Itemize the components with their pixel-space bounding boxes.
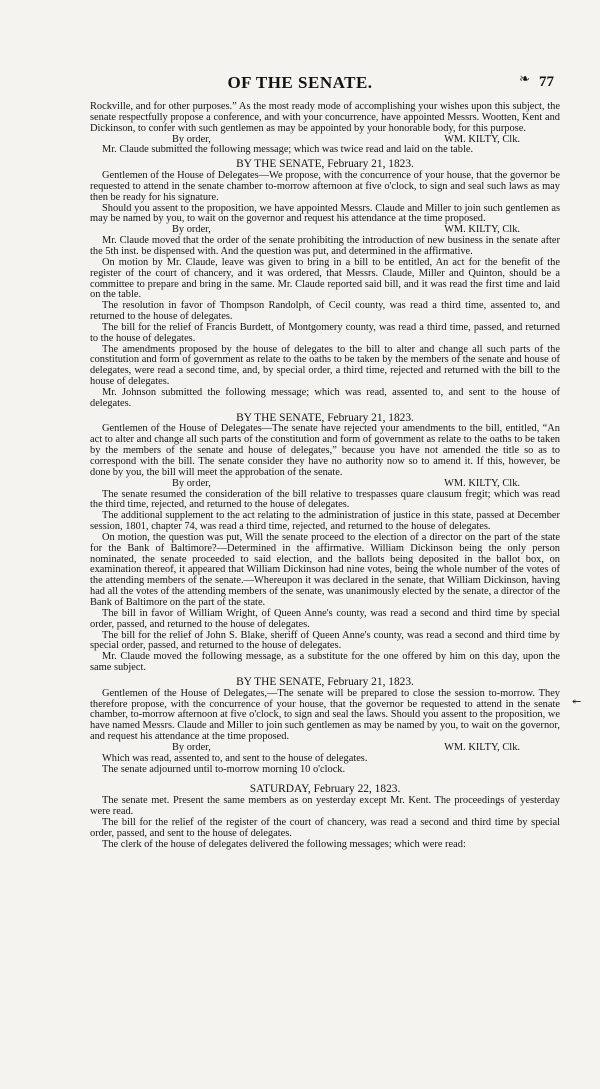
section-heading: BY THE SENATE, February 21, 1823.: [236, 158, 414, 171]
paragraph: On motion, the question was put, Will the senate proceed to the election of a director on the part of the state for the Bank of Baltimore?—Determined in the affirmative. William Dickinson being the only person nominated, the senate proceeded to said election, and the ballots being deposited in the ballot box, on examination thereof, it appeared that William Dickinson had nine votes, being the whole number of the votes of the attending members of the senate.—Whereupon it was declared in the senate, that William Dickinson, having had all the votes of the attending members of the senate, was unanimously elected by the senate, a director of the Bank of Baltimore on the part of the state.: [90, 531, 560, 608]
paragraph: Should you assent to the proposition, we have appointed Messrs. Claude and Miller to join such gentlemen as may be named by you, to wait on the governor and request his attendance at the time proposed.: [90, 202, 560, 225]
paragraph: The senate adjourned until to-morrow morning 10 o'clock.: [102, 763, 346, 775]
paragraph: On motion by Mr. Claude, leave was given to bring in a bill to be entitled, An act for the benefit of the register of the court of chancery, and it was ordered, that Messrs. Claude, Miller and Quinton, should be a committee to prepare and bring in the same. Mr. Claude reported said bill, and it was read the first time and laid on the table.: [90, 256, 560, 301]
signature-by-order: By order,: [172, 477, 211, 489]
paragraph: The bill for the relief of John S. Blake, sheriff of Queen Anne's county, was read a second and third time by special order, passed, and returned to the house of delegates.: [90, 629, 560, 652]
paragraph: The clerk of the house of delegates delivered the following messages; which were read:: [102, 838, 466, 850]
signature-by-order: By order,: [172, 133, 211, 145]
paragraph: The amendments proposed by the house of delegates to the bill to alter and change all such parts of the constitution and form of government as relate to the oaths to be taken by the members of the senate and house of delegates, were read a second time, and, by special order, a third time, rejected and returned with the bill to the house of delegates.: [90, 343, 560, 388]
paragraph: Which was read, assented to, and sent to the house of delegates.: [102, 752, 368, 764]
paragraph: Mr. Johnson submitted the following message; which was read, assented to, and sent to the house of delegates.: [90, 386, 560, 409]
section-heading: BY THE SENATE, February 21, 1823.: [236, 675, 414, 688]
section-heading: SATURDAY, February 22, 1823.: [249, 783, 401, 796]
section-heading: BY THE SENATE, February 21, 1823.: [236, 411, 414, 424]
signature-clerk: WM. KILTY, Clk.: [444, 741, 520, 753]
paragraph: The senate met. Present the same members as on yesterday except Mr. Kent. The proceedings of yesterday were read.: [90, 795, 560, 818]
paragraph: Gentlemen of the House of Delegates,—The senate will be prepared to close the session to-morrow. They therefore propose, with the concurrence of your house, that the governor be requested to attend in the senate chamber, to-morrow afternoon at five o'clock, to sign and seal the laws. Should you assent to the proposition, we have named Messrs. Claude and Miller to join such gentlemen as may be named by you, to wait on the governor, and request his attendance at the time proposed.: [90, 687, 560, 743]
signature-clerk: WM. KILTY, Clk.: [444, 477, 520, 489]
signature-clerk: WM. KILTY, Clk.: [444, 224, 520, 236]
signature-by-order: By order,: [172, 224, 211, 236]
paragraph: The bill for the relief of the register of the court of chancery, was read a second and third time by special order, passed, and sent to the house of delegates.: [90, 817, 560, 839]
page-header: [0, 73, 600, 95]
signature-by-order: By order,: [172, 741, 211, 753]
paragraph: Gentlemen of the House of Delegates—We propose, with the concurrence of your house, that the governor be requested to attend in the senate chamber to-morrow afternoon at five o'clock, to sign and seal such laws as may then be ready for his signature.: [90, 170, 560, 203]
paragraph: The resolution in favor of Thompson Randolph, of Cecil county, was read a third time, assented to, and returned to the house of delegates.: [90, 300, 560, 323]
paragraph: The additional supplement to the act relating to the administration of justice in this state, passed at December session, 1801, chapter 74, was read a third time, rejected, and returned to the house of delegates.: [90, 510, 560, 533]
paragraph: The bill for the relief of Francis Burdett, of Montgomery county, was read a third time, passed, and returned to the house of delegates.: [90, 321, 560, 344]
paragraph: Gentlemen of the House of Delegates—The senate have rejected your amendments to the bill, entitled, “An act to alter and change all such parts of the constitution and form of government as relate to the oaths to be taken by the members of the senate and house of delegates,” because you have not amended the title so as to correspond with the bill. The senate consider they have no authority now so to amend it. If this, however, be done by you, the bill will meet the approbation of the senate.: [90, 423, 560, 478]
paragraph: Mr. Claude moved that the order of the senate prohibiting the introduction of new business in the senate after the 5th inst. be dispensed with. And the question was put, and determined in the affirmative.: [90, 235, 560, 257]
ornament-mark: ❧: [519, 71, 530, 86]
running-title: OF THE SENATE.: [227, 73, 373, 92]
paragraph: Mr. Claude submitted the following message; which was twice read and laid on the table.: [102, 144, 474, 156]
page-number: 77: [539, 74, 554, 90]
paragraph: Mr. Claude moved the following message, as a substitute for the one offered by him on this day, upon the same subject.: [90, 651, 560, 674]
margin-pointer-mark: ↞: [572, 696, 582, 708]
signature-line: [90, 479, 560, 490]
document-body: [90, 102, 560, 851]
paragraph: The senate resumed the consideration of the bill relative to trespasses quare clausum fregit; which was read the third time, rejected, and returned to the house of delegates.: [90, 488, 560, 511]
signature-clerk: WM. KILTY, Clk.: [444, 133, 520, 145]
paragraph: Rockville, and for other purposes.” As the most ready mode of accomplishing your wishes upon this subject, the senate respectfully propose a conference, and with your concurrence, have appointed Messrs. Wootten, Kent and Dickinson, to confer with such gentlemen as may be appointed by your honorable body, for this purpose.: [90, 101, 560, 134]
paragraph: The bill in favor of William Wright, of Queen Anne's county, was read a second and third time by special order, passed, and returned to the house of delegates.: [90, 607, 560, 630]
